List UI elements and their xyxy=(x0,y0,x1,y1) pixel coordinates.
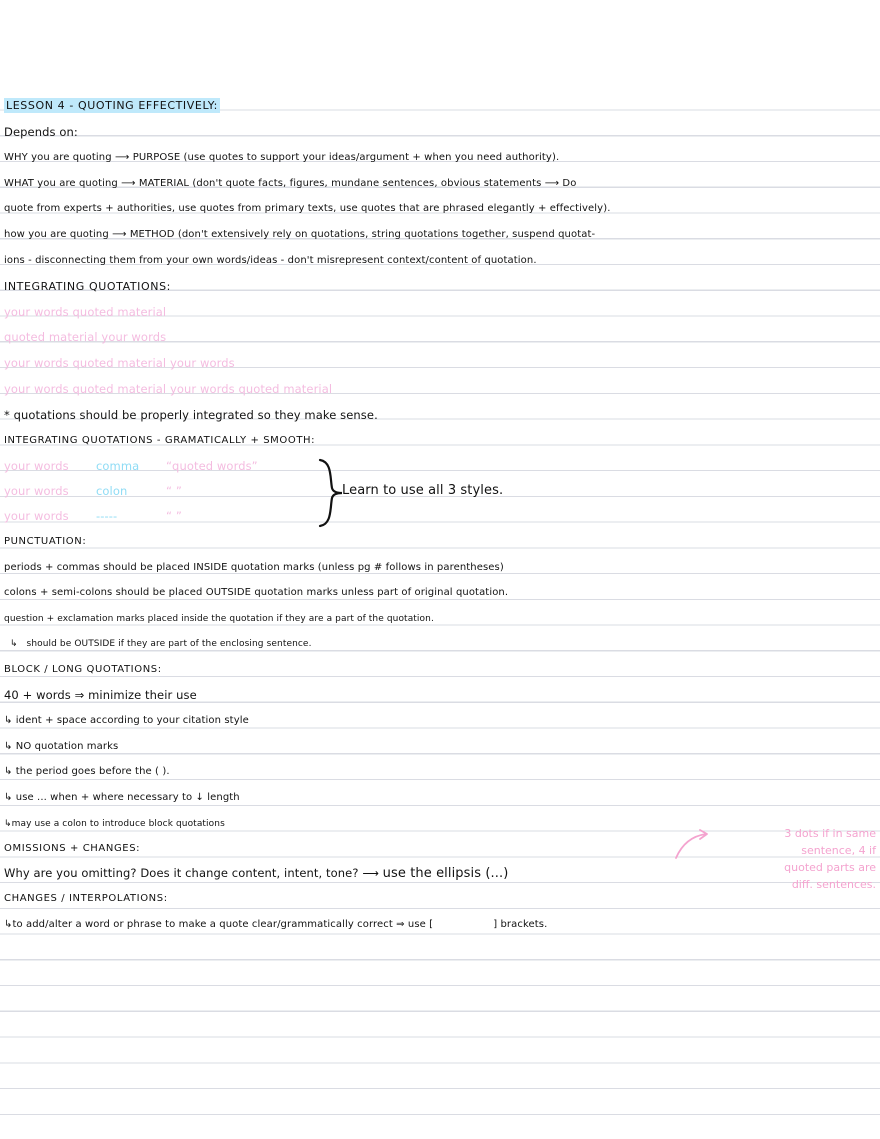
gramatical-row xyxy=(4,480,182,502)
why-line xyxy=(4,147,559,169)
block-lead-tail: minimize their use xyxy=(88,688,197,702)
return-arrow-icon: ↳ xyxy=(4,766,16,777)
row-quote: “ ” xyxy=(166,484,182,498)
ellipsis-side-note xyxy=(706,825,876,893)
what-tail: Do xyxy=(562,178,577,189)
row-words: your words xyxy=(4,484,69,498)
return-arrow-icon: ↳ xyxy=(4,741,16,752)
punctuation-subline-text: should be OUTSIDE if they are part of the enclosing sentence. xyxy=(26,639,312,649)
arrow-right-icon: ⟶ xyxy=(544,178,563,189)
punctuation-subline xyxy=(10,633,312,655)
block-item xyxy=(4,761,170,783)
why-key: PURPOSE xyxy=(132,152,181,163)
omissions-heading: OMISSIONS + CHANGES: xyxy=(4,843,141,854)
double-arrow-icon: ⇒ xyxy=(74,688,89,702)
what-key: MATERIAL xyxy=(138,178,190,189)
return-arrow-icon: ↳ xyxy=(10,639,27,649)
arrow-right-icon: ⟶ xyxy=(362,866,383,880)
top-margin xyxy=(0,0,880,85)
how-key: METHOD xyxy=(129,229,175,240)
title-highlight: LESSON 4 - QUOTING EFFECTIVELY: xyxy=(6,99,218,112)
row-quote: “ ” xyxy=(166,509,182,523)
block-item-text: ident + space according to your citation style xyxy=(15,715,249,726)
gramatical-row xyxy=(4,455,258,477)
block-item xyxy=(4,813,225,835)
return-arrow-icon: ↳ xyxy=(4,819,12,829)
why-detail: (use quotes to support your ideas/argument + when you need authority). xyxy=(183,152,560,163)
arrow-right-icon: ⟶ xyxy=(121,178,139,189)
how-detail: (don't extensively rely on quotations, string quotations together, suspend quotat- xyxy=(177,229,596,240)
side-note-line: diff. sentences. xyxy=(791,878,876,891)
what-lead: WHAT you are quoting xyxy=(4,178,118,189)
what-line xyxy=(4,173,576,195)
how-line xyxy=(4,224,595,246)
integrating-heading: INTEGRATING QUOTATIONS: xyxy=(4,280,171,293)
block-item-text: may use a colon to introduce block quotations xyxy=(11,819,225,829)
omissions-question: Why are you omitting? Does it change content, intent, tone? xyxy=(4,866,359,880)
row-words: your words xyxy=(4,509,69,523)
block-item xyxy=(4,736,118,758)
side-note-line: 3 dots if in same xyxy=(784,827,876,840)
return-arrow-icon: ↳ xyxy=(4,715,16,726)
omissions-answer: use the ellipsis (...) xyxy=(382,866,509,881)
depends-heading: Depends on: xyxy=(4,125,78,139)
gramatical-row xyxy=(4,505,182,527)
arrow-right-icon: ⟶ xyxy=(114,152,133,163)
arrow-right-icon: ⟶ xyxy=(112,229,130,240)
what-line-2: quote from experts + authorities, use quotes from primary texts, use quotes that are phrased elegantly + effectively). xyxy=(4,203,611,214)
why-lead: WHY you are quoting xyxy=(4,152,112,163)
row-words: your words xyxy=(4,459,69,473)
how-line-2: ions - disconnecting them from your own words/ideas - don't misrepresent context/content of quotation. xyxy=(4,255,537,266)
block-item-text: NO quotation marks xyxy=(15,741,119,752)
integration-example: your words quoted material xyxy=(4,305,167,319)
integration-note: * quotations should be properly integrated so they make sense. xyxy=(4,408,378,422)
integration-example: quoted material your words xyxy=(4,330,167,344)
row-punct: ----- xyxy=(96,509,118,523)
changes-end: ] brackets. xyxy=(493,919,548,930)
block-item-text: the period goes before the ( ). xyxy=(15,766,170,777)
integration-example: your words quoted material your words quoted material xyxy=(4,382,333,396)
brace-note: Learn to use all 3 styles. xyxy=(342,483,504,498)
side-note-line: quoted parts are xyxy=(784,861,876,874)
changes-heading: CHANGES / INTERPOLATIONS: xyxy=(4,893,168,904)
changes-line xyxy=(4,914,547,936)
row-punct: colon xyxy=(96,484,128,498)
side-note-line: sentence, 4 if xyxy=(801,844,876,857)
changes-text: to add/alter a word or phrase to make a quote clear/grammatically correct xyxy=(12,919,393,930)
lesson-title xyxy=(4,95,220,117)
integration-example: your words quoted material your words xyxy=(4,356,235,370)
block-item xyxy=(4,787,240,809)
how-lead: how you are quoting xyxy=(4,229,109,240)
what-detail: (don't quote facts, figures, mundane sentences, obvious statements xyxy=(192,178,542,189)
punctuation-line: colons + semi-colons should be placed OUTSIDE quotation marks unless part of original quotation. xyxy=(4,587,509,598)
gramatical-heading: INTEGRATING QUOTATIONS - GRAMATICALLY + SMOOTH: xyxy=(4,435,316,446)
block-item xyxy=(4,710,249,732)
return-arrow-icon: ↳ xyxy=(4,792,16,803)
punctuation-heading: PUNCTUATION: xyxy=(4,536,87,547)
row-punct: comma xyxy=(96,459,140,473)
block-lead-text: 40 + words xyxy=(4,688,71,702)
omissions-line xyxy=(4,862,508,884)
block-lead xyxy=(4,684,197,706)
block-item-text: use ... when + where necessary to ↓ length xyxy=(15,792,240,803)
punctuation-line: question + exclamation marks placed inside the quotation if they are a part of the quotation. xyxy=(4,614,434,624)
changes-use: use [ xyxy=(407,919,434,930)
row-quote: “quoted words” xyxy=(166,459,258,473)
double-arrow-icon: ⇒ xyxy=(396,919,408,930)
punctuation-line: periods + commas should be placed INSIDE quotation marks (unless pg # follows in parentheses) xyxy=(4,562,504,573)
block-heading: BLOCK / LONG QUOTATIONS: xyxy=(4,664,162,675)
return-arrow-icon: ↳ xyxy=(4,919,13,930)
